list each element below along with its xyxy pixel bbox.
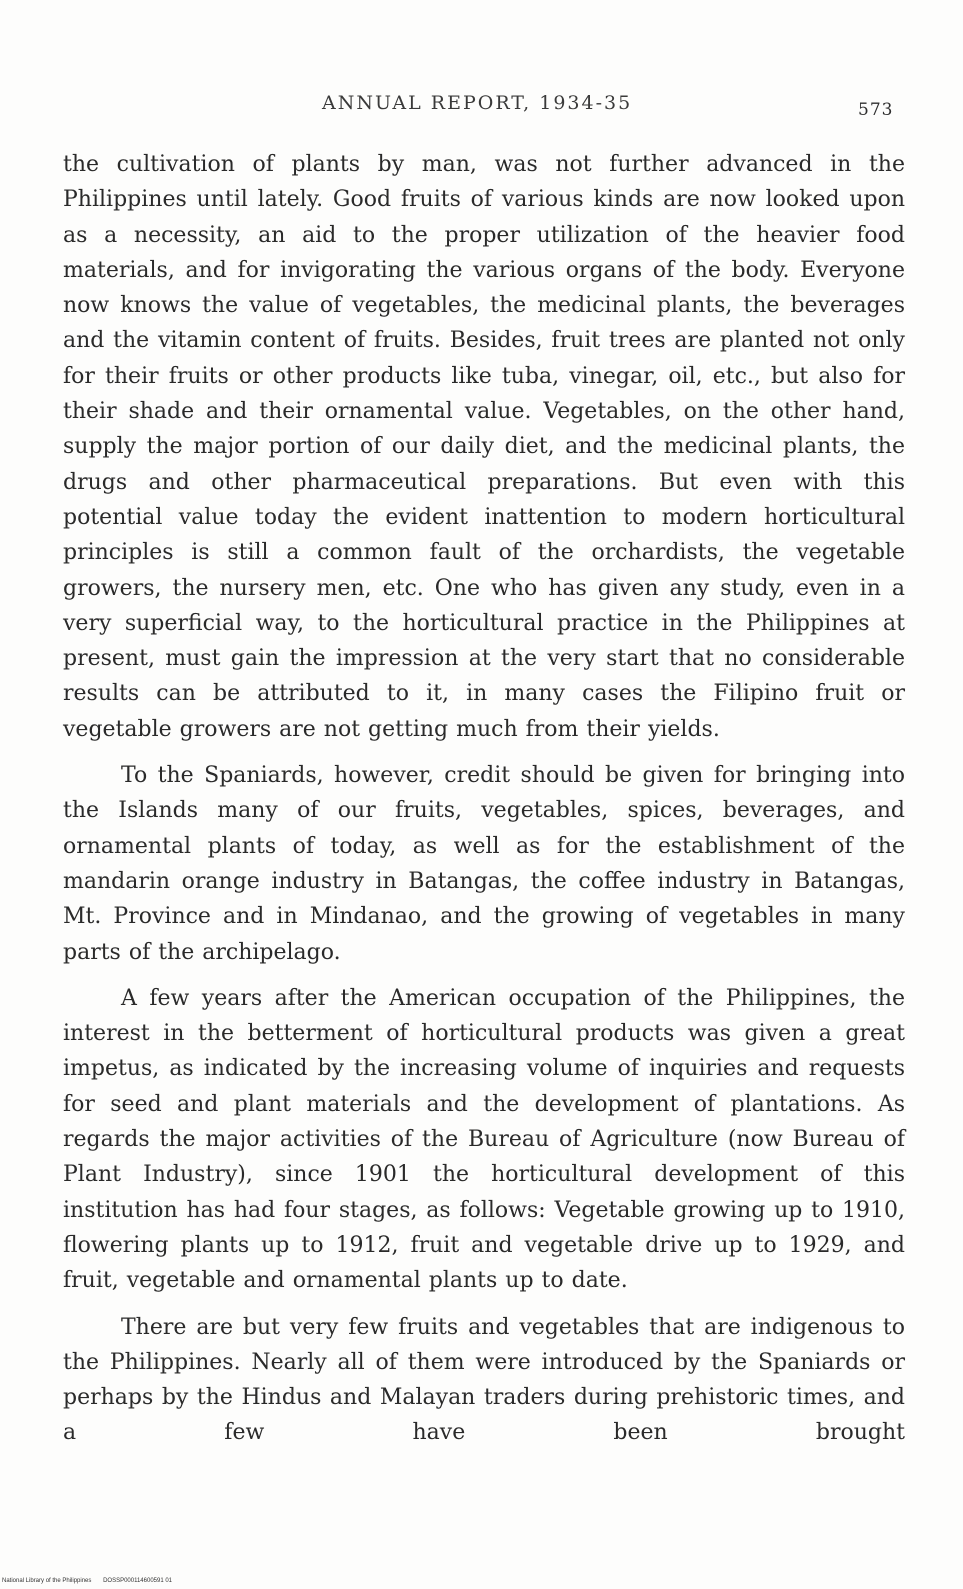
footer-identifier: DOSSP000114600591 01 — [103, 1578, 173, 1584]
running-head — [0, 92, 963, 122]
paragraph-spaniards: To the Spaniards, however, credit should be given for bringing into the Islands many of our fruits, vegetables, spices, beverages, and ornamental plants of today, as well as for the establishment of the mandarin orange industry in Batangas, the coffee industry in Batangas, Mt. Province and in Mindanao, and the growing of vegetables in many parts of the archipelago. — [63, 763, 905, 965]
footer-library: National Library of the Philippines — [2, 1578, 92, 1584]
paragraph-american-occupation: A few years after the American occupation of the Philippines, the interest in the betterment of horticultural products was given a great impetus, as indicated by the increasing volume of inquiries and requests for seed and plant materials and the development of plantations. As regards the major activities of the Bureau of Agriculture (now Bureau of Plant Industry), since 1901 the horticultural development of this institution has had four stages, as follows: Vegetable growing up to 1910, flowering plants up to 1912, fruit and vegetable drive up to 1929, and fruit, vegetable and ornamental plants up to date. — [63, 985, 905, 1294]
body-text — [63, 147, 905, 1462]
page-number: 573 — [858, 100, 894, 120]
running-title: ANNUAL REPORT, 1934-35 — [322, 92, 633, 114]
scan-footer — [2, 1578, 172, 1584]
paragraph-continuation: the cultivation of plants by man, was not further advanced in the Philippines until lately. Good fruits of various kinds are now looked upon as a necessity, an aid to the proper utilization of the heavier food materials, and for invigorating the various organs of the body. Everyone now knows the value of vegetables, the medicinal plants, the beverages and the vitamin content of fruits. Besides, fruit trees are planted not only for their fruits or other products like tuba, vinegar, oil, etc., but also for their shade and their ornamental value. Vegetables, on the other hand, supply the major portion of our daily diet, and the medicinal plants, the drugs and other pharmaceutical preparations. But even with this potential value today the evident inattention to modern horticultural principles is still a common fault of the orchardists, the vegetable growers, the nursery men, etc. One who has given any study, even in a very superficial way, to the horticultural practice in the Philippines at present, must gain the impression at the very start that no considerable results can be attributed to it, in many cases the Filipino fruit or vegetable growers are not getting much from their yields. — [63, 152, 905, 742]
paragraph-indigenous: There are but very few fruits and vegetables that are indigenous to the Philippines. Nearly all of them were introduced by the Spaniards or perhaps by the Hindus and Malayan traders during prehistoric times, and a few have been brought — [63, 1314, 905, 1446]
